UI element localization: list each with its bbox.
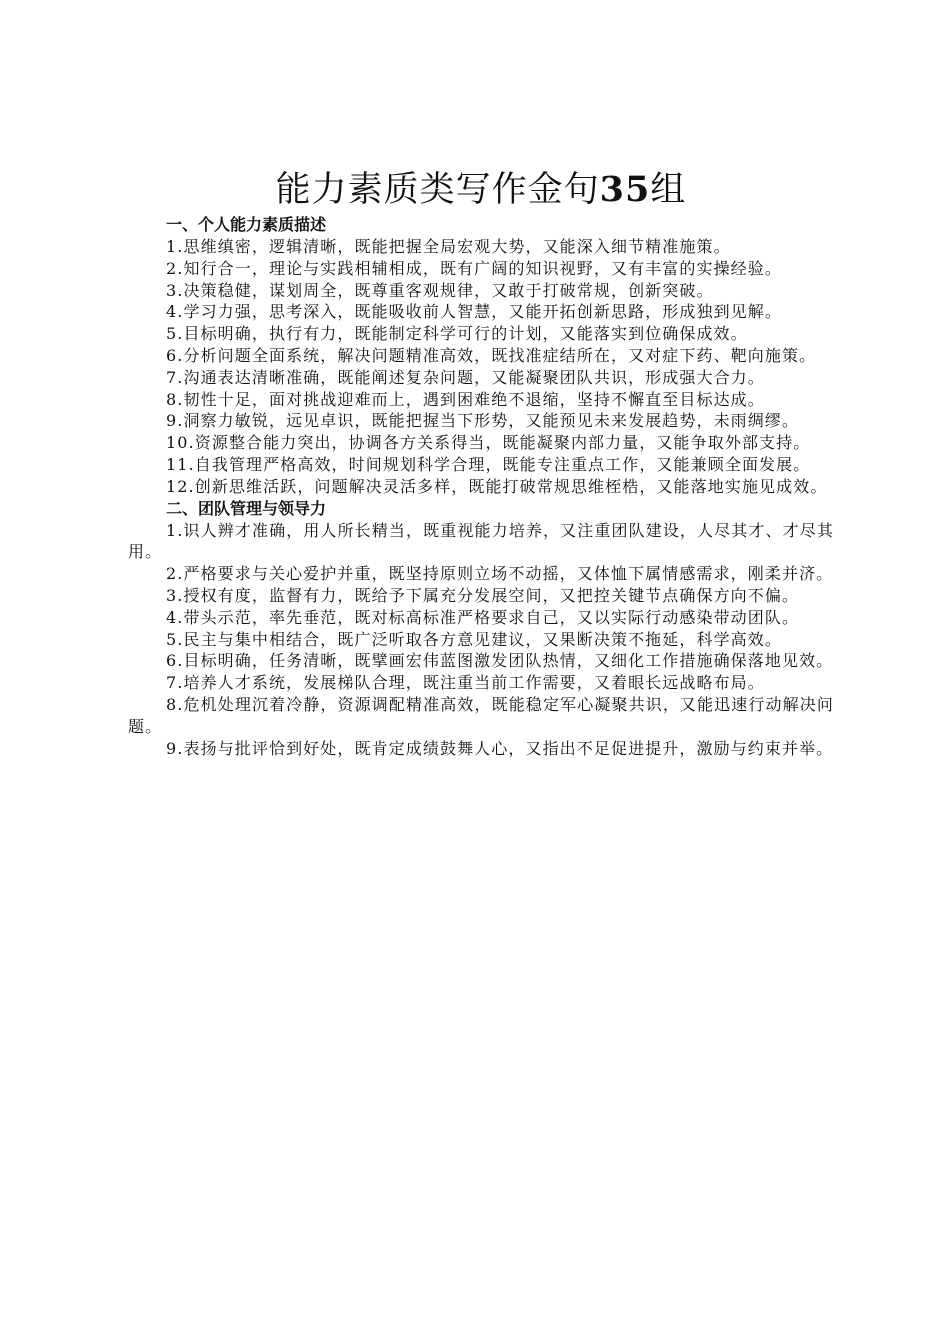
list-item: 6.分析问题全面系统，解决问题精准高效，既找准症结所在，又对症下药、靶向施策。 xyxy=(166,345,817,365)
title-text: 能力素质类写作金句 xyxy=(275,170,600,210)
list-item: 10.资源整合能力突出，协调各方关系得当，既能凝聚内部力量，又能争取外部支持。 xyxy=(166,433,811,453)
list-item: 9.洞察力敏锐，远见卓识，既能把握当下形势，又能预见未来发展趋势，未雨绸缪。 xyxy=(166,411,800,431)
list-item: 7.培养人才系统，发展梯队合理，既注重当前工作需要，又着眼长远战略布局。 xyxy=(166,673,765,693)
list-item: 3.授权有度，监督有力，既给予下属充分发展空间，又把控关键节点确保方向不偏。 xyxy=(166,585,800,605)
list-item: 11.自我管理严格高效，时间规划科学合理，既能专注重点工作，又能兼顾全面发展。 xyxy=(166,454,811,474)
section-team-leadership xyxy=(128,498,834,760)
list-item: 7.沟通表达清晰准确，既能阐述复杂问题，又能凝聚团队共识，形成强大合力。 xyxy=(166,367,765,387)
list-item: 12.创新思维活跃，问题解决灵活多样，既能打破常规思维桎梏，又能落地实施见成效。 xyxy=(166,476,828,496)
document-page xyxy=(128,168,834,759)
list-item: 2.知行合一，理论与实践相辅相成，既有广阔的知识视野，又有丰富的实操经验。 xyxy=(166,258,782,278)
list-item: 8.危机处理沉着冷静，资源调配精准高效，既能稳定军心凝聚共识，又能迅速行动解决问题。 xyxy=(128,694,834,736)
section-heading: 一、个人能力素质描述 xyxy=(166,215,327,234)
list-item: 9.表扬与批评恰到好处，既肯定成绩鼓舞人心，又指出不足促进提升，激励与约束并举。 xyxy=(166,738,834,758)
section-personal-abilities xyxy=(128,214,834,498)
title-suffix: 组 xyxy=(650,170,687,210)
list-item: 1.思维缜密，逻辑清晰，既能把握全局宏观大势，又能深入细节精准施策。 xyxy=(166,237,731,256)
list-item: 8.韧性十足，面对挑战迎难而上，遇到困难绝不退缩，坚持不懈直至目标达成。 xyxy=(166,389,765,409)
list-item: 3.决策稳健，谋划周全，既尊重客观规律，又敢于打破常规，创新突破。 xyxy=(166,280,714,300)
list-item: 6.目标明确，任务清晰，既擘画宏伟蓝图激发团队热情，又细化工作措施确保落地见效。 xyxy=(166,651,834,671)
title-number: 35 xyxy=(599,169,651,210)
list-item: 4.带头示范，率先垂范，既对标高标准严格要求自己，又以实际行动感染带动团队。 xyxy=(166,607,800,627)
list-item: 1.识人辨才准确，用人所长精当，既重视能力培养，又注重团队建设，人尽其才、才尽其用。 xyxy=(128,520,834,562)
document-title xyxy=(128,168,834,212)
list-item: 5.民主与集中相结合，既广泛听取各方意见建议，又果断决策不拖延，科学高效。 xyxy=(166,629,782,649)
list-item: 4.学习力强，思考深入，既能吸收前人智慧，又能开拓创新思路，形成独到见解。 xyxy=(166,302,782,322)
list-item: 2.严格要求与关心爱护并重，既坚持原则立场不动摇，又体恤下属情感需求，刚柔并济。 xyxy=(166,564,834,584)
section-heading: 二、团队管理与领导力 xyxy=(166,498,327,518)
list-item: 5.目标明确，执行有力，既能制定科学可行的计划，又能落实到位确保成效。 xyxy=(166,324,748,344)
